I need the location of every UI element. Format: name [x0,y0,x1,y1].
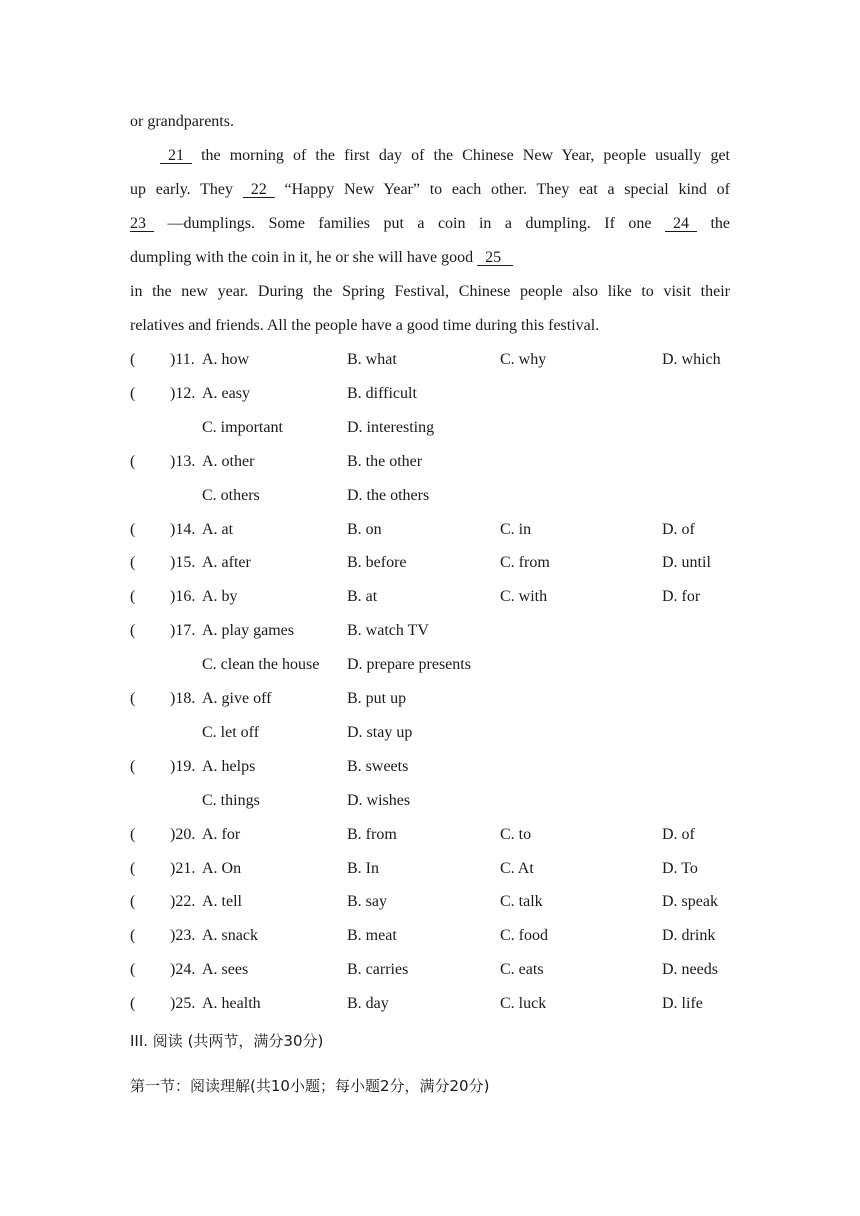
question-number: )12. [170,385,196,402]
option-b: B. sweets [347,758,409,775]
question-row [130,892,770,914]
answer-paren: ( [130,521,136,538]
passage-line-2: 21 the morning of the first day of the Chinese New Year, people usually get [160,147,730,164]
option-b: B. carries [347,961,409,978]
option-c: C. food [500,927,548,944]
option-a: A. helps [202,758,256,775]
option-b: D. stay up [347,724,413,741]
answer-paren: ( [130,588,136,605]
option-b: B. day [347,995,389,1012]
blank-24: 24 [664,215,697,232]
section-title: III. 阅读 (共两节，满分30分) [130,1032,324,1050]
question-number: )24. [170,961,196,978]
option-b: B. meat [347,927,397,944]
option-c: C. eats [500,961,544,978]
question-number: )17. [170,622,196,639]
question-row [130,553,770,575]
answer-paren: ( [130,961,136,978]
option-a: A. health [202,995,261,1012]
passage-line-3: up early. They 22 “Happy New Year” to each other. They eat a special kind of [130,181,731,198]
option-a: C. things [202,792,260,809]
option-b: B. In [347,860,379,877]
option-b: B. on [347,521,382,538]
option-d: D. drink [662,927,716,944]
question-row [130,689,770,711]
option-b: D. the others [347,487,430,504]
question-row-continued [130,418,770,440]
passage-line-7: relatives and friends. All the people have a good time during this festival. [130,317,600,334]
option-c: C. talk [500,893,543,910]
option-d: D. of [662,826,695,843]
option-c: C. in [500,521,532,538]
passage-line-5: dumpling with the coin in it, he or she will have good 25 [130,249,514,266]
question-number: )25. [170,995,196,1012]
answer-paren: ( [130,554,136,571]
option-d: D. for [662,588,701,605]
question-row [130,994,770,1016]
option-b: D. wishes [347,792,411,809]
question-number: )13. [170,453,196,470]
option-a: A. by [202,588,238,605]
question-number: )22. [170,893,196,910]
question-number: )20. [170,826,196,843]
option-a: A. easy [202,385,250,402]
option-a: A. after [202,554,251,571]
blank-25: 25 [477,249,514,266]
question-row [130,825,770,847]
option-a: A. sees [202,961,249,978]
blank-21: 21 [160,147,192,164]
option-a: C. important [202,419,283,436]
option-b: D. prepare presents [347,656,471,673]
passage-line-6: in the new year. During the Spring Festival, Chinese people also like to visit their [130,283,730,300]
option-a: A. how [202,351,250,368]
blank-22: 22 [242,181,275,198]
question-row [130,960,770,982]
answer-paren: ( [130,995,136,1012]
option-a: A. play games [202,622,294,639]
question-row [130,621,770,643]
question-number: )11. [170,351,195,368]
option-b: B. at [347,588,378,605]
passage-line-1: or grandparents. [130,113,234,130]
option-b: D. interesting [347,419,435,436]
answer-paren: ( [130,690,136,707]
option-a: A. give off [202,690,272,707]
option-a: A. snack [202,927,258,944]
passage-line-4: 23 —dumplings. Some families put a coin in a dumpling. If one 24 the [130,215,731,232]
question-number: )19. [170,758,196,775]
question-row [130,350,770,372]
question-row [130,859,770,881]
question-row [130,452,770,474]
option-a: A. other [202,453,255,470]
option-b: B. watch TV [347,622,429,639]
option-a: C. others [202,487,260,504]
option-b: B. before [347,554,407,571]
question-number: )14. [170,521,196,538]
option-b: B. the other [347,453,423,470]
option-a: C. let off [202,724,260,741]
option-d: D. until [662,554,711,571]
option-b: B. say [347,893,387,910]
question-row-continued [130,723,770,745]
option-d: D. of [662,521,695,538]
question-row [130,757,770,779]
option-b: B. difficult [347,385,417,402]
option-c: C. At [500,860,534,877]
option-b: B. from [347,826,397,843]
option-a: A. On [202,860,242,877]
option-c: C. to [500,826,532,843]
question-number: )15. [170,554,196,571]
question-number: )23. [170,927,196,944]
option-b: B. what [347,351,397,368]
option-d: D. which [662,351,721,368]
option-d: D. speak [662,893,718,910]
option-d: D. To [662,860,698,877]
question-row [130,520,770,542]
answer-paren: ( [130,758,136,775]
answer-paren: ( [130,860,136,877]
answer-paren: ( [130,385,136,402]
question-number: )18. [170,690,196,707]
option-b: B. put up [347,690,407,707]
option-a: A. for [202,826,241,843]
option-c: C. why [500,351,547,368]
option-a: A. tell [202,893,242,910]
answer-paren: ( [130,893,136,910]
question-number: )16. [170,588,196,605]
question-number: )21. [170,860,196,877]
option-c: C. from [500,554,550,571]
answer-paren: ( [130,927,136,944]
answer-paren: ( [130,453,136,470]
section-part1-title: 第一节：阅读理解(共10小题；每小题2分，满分20分) [130,1077,490,1095]
question-row-continued [130,655,770,677]
question-row [130,587,770,609]
option-a: C. clean the house [202,656,320,673]
option-c: C. with [500,588,548,605]
option-d: D. needs [662,961,718,978]
question-row [130,926,770,948]
option-c: C. luck [500,995,547,1012]
answer-paren: ( [130,826,136,843]
option-d: D. life [662,995,703,1012]
question-row-continued [130,791,770,813]
question-row [130,384,770,406]
question-row-continued [130,486,770,508]
option-a: A. at [202,521,234,538]
answer-paren: ( [130,622,136,639]
answer-paren: ( [130,351,136,368]
blank-23: 23 [130,215,154,232]
